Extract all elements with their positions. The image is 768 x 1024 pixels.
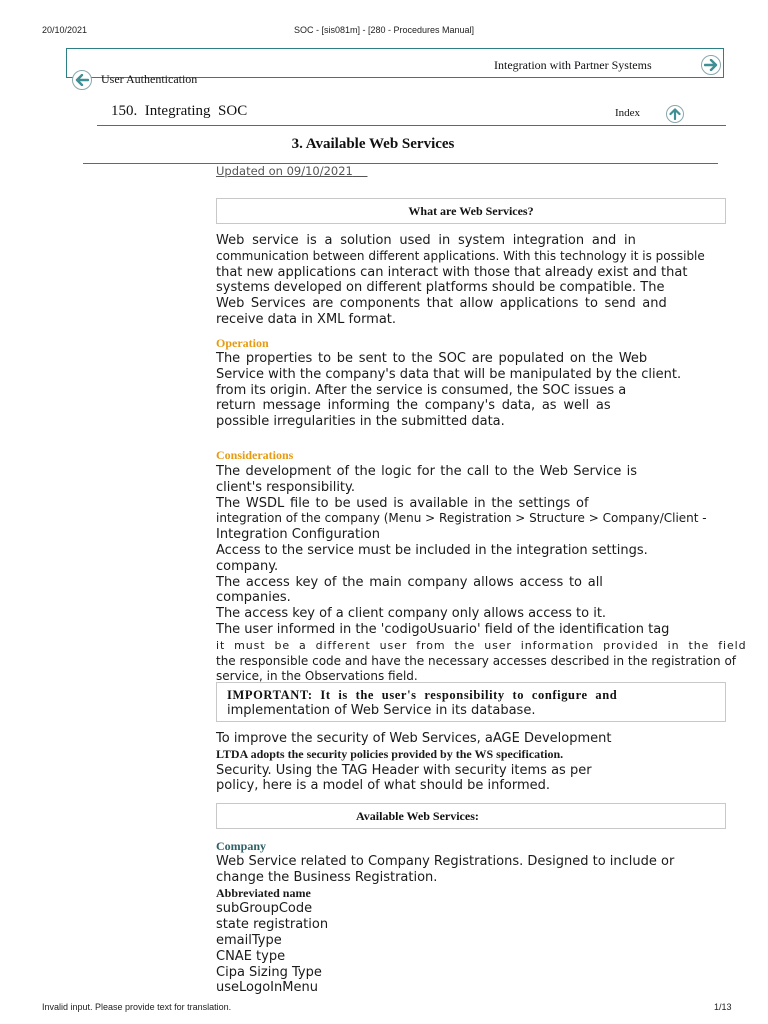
operation-paragraph [216,351,731,430]
text-line: it must be a different user from the user information provided in the field [216,638,747,652]
arrow-left-icon [75,74,89,86]
print-date: 20/10/2021 [42,25,88,35]
next-page-button[interactable] [701,55,721,75]
important-note [216,682,726,722]
company-description [216,854,731,996]
text-line: The user informed in the 'codigoUsuario' field of the identification tag [216,621,670,637]
field-name: emailType [216,932,282,948]
text-line: receive data in XML format. [216,311,397,327]
text-line: Access to the service must be included in the integration settings. [216,542,648,558]
text-line: Integration Configuration [216,527,380,543]
field-name: state registration [216,917,329,933]
considerations-heading: Considerations [216,448,294,462]
updated-date: Updated on 09/10/2021 [216,164,353,178]
text-line: Security. Using the TAG Header with security items as per [216,762,592,778]
print-doc-title: SOC - [sis081m] - [280 - Procedures Manual] [293,25,475,35]
index-button[interactable] [666,105,684,123]
text-line: communication between different applications. With this technology it is possible [216,248,705,263]
page-number: 1/13 [714,1002,732,1012]
field-name: subGroupCode [216,901,313,917]
operation-heading: Operation [216,336,269,350]
text-line: Web Services are components that allow applications to send and [216,296,667,312]
text-line: Web service is a solution used in system integration and in [216,233,636,248]
chapter-rule [97,125,726,126]
text-line: change the Business Registration. [216,869,438,885]
text-line: client's responsibility. [216,479,356,495]
page-title: 3. Available Web Services [291,136,455,152]
important-line: implementation of Web Service in its database. [227,703,536,718]
section-heading-what: What are Web Services? [216,198,726,224]
text-line: companies. [216,590,291,606]
company-heading: Company [216,839,267,853]
field-name: useLogoInMenu [216,980,318,996]
text-line: The WSDL file to be used is available in the settings of [216,495,589,511]
what-paragraph [216,233,731,328]
text-line: The access key of a client company only allows access to it. [216,606,607,622]
arrow-up-icon [669,108,681,120]
text-line: return message informing the company's data, as well as [216,398,611,414]
prev-page-link[interactable]: User Authentication [101,72,198,86]
text-line: that new applications can interact with those that already exist and that [216,264,688,280]
text-line: company. [216,558,279,574]
text-line: Service with the company's data that will be manipulated by the client. [216,366,682,382]
title-rule [83,163,718,164]
prev-page-button[interactable] [72,70,92,90]
chapter-title: 150. Integrating SOC [111,103,248,119]
print-footer-note: Invalid input. Please provide text for translation. [42,1002,232,1012]
text-line: service, in the Observations field. [216,669,418,684]
arrow-right-icon [704,59,718,71]
text-line: The properties to be sent to the SOC are populated on the Web [216,351,648,366]
text-line: policy, here is a model of what should be informed. [216,778,551,794]
index-link[interactable]: Index [615,107,641,119]
considerations-paragraph [216,464,747,685]
text-line: Web Service related to Company Registrations. Designed to include or [216,854,675,869]
field-name: Cipa Sizing Type [216,964,322,980]
text-line: possible irregularities in the submitted data. [216,414,505,430]
text-line: from its origin. After the service is consumed, the SOC issues a [216,382,627,398]
text-line: The access key of the main company allows access to all [216,574,603,590]
security-paragraph [216,731,731,794]
text-line: integration of the company (Menu > Registration > Structure > Company/Client - [216,511,707,526]
next-page-link[interactable]: Integration with Partner Systems [494,58,652,72]
text-line: To improve the security of Web Services, aAGE Development [216,731,612,746]
section-heading-available: Available Web Services: [216,803,726,829]
text-line: The development of the logic for the call to the Web Service is [216,464,638,479]
text-line: LTDA adopts the security policies provided by the WS specification. [216,746,564,761]
field-name: CNAE type [216,948,286,964]
text-line: systems developed on different platforms should be compatible. The [216,280,665,296]
abbrev-heading: Abbreviated name [216,885,311,900]
important-line: IMPORTANT: It is the user's responsibility to configure and [227,688,618,702]
text-line: the responsible code and have the necessary accesses described in the registration of [216,653,737,668]
